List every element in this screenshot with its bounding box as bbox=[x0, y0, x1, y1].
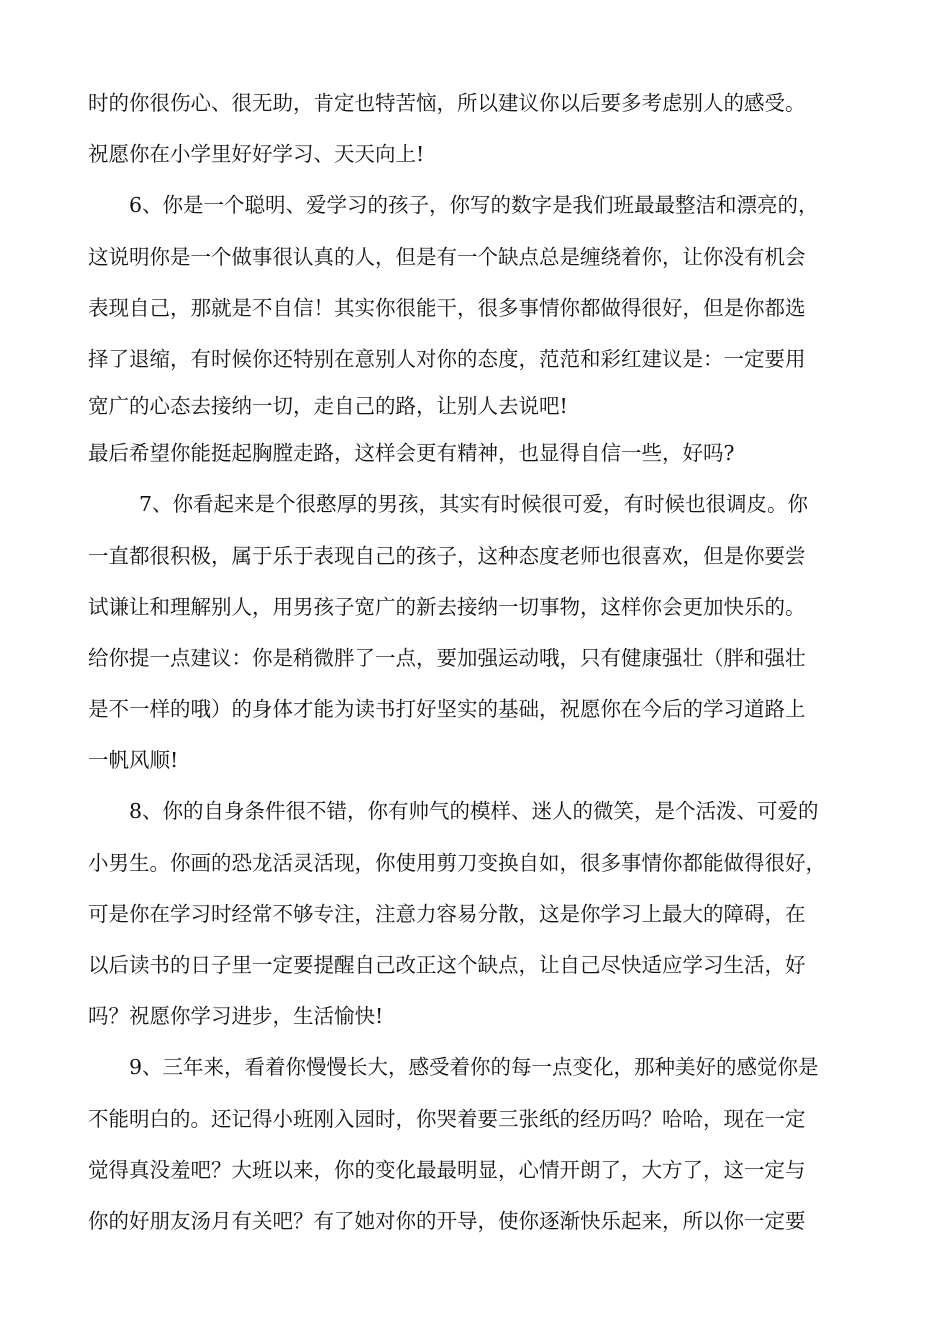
text-line: 吗？祝愿你学习进步，生活愉快! bbox=[88, 1004, 384, 1029]
text-line: 择了退缩，有时候你还特别在意别人对你的态度，范范和彩红建议是：一定要用 bbox=[88, 346, 806, 371]
text-line: 时的你很伤心、很无助，肯定也特苦恼，所以建议你以后要多考虑别人的感受。 bbox=[88, 91, 806, 115]
text-line: 以后读书的日子里一定要提醒自己改正这个缺点，让自己尽快适应学习生活，好 bbox=[88, 953, 806, 977]
text-line: 试谦让和理解别人，用男孩子宽广的新去接纳一切事物，这样你会更加快乐的。 bbox=[88, 594, 806, 619]
text-line: 可是你在学习时经常不够专注，注意力容易分散，这是你学习上最大的障碍，在 bbox=[88, 901, 806, 926]
text-line: 这说明你是一个做事很认真的人，但是有一个缺点总是缠绕着你，让你没有机会 bbox=[88, 244, 806, 269]
text-line: 最后希望你能挺起胸膛走路，这样会更有精神，也显得自信一些，好吗? bbox=[88, 441, 735, 466]
text-line: 一帆风顺! bbox=[88, 748, 179, 773]
text-line: 表现自己，那就是不自信！其实你很能干，很多事情你都做得很好，但是你都选 bbox=[88, 295, 806, 320]
paragraph-9-first-line: 9、三年来，看着你慢慢长大，感受着你的每一点变化，那种美好的感觉你是 bbox=[129, 1055, 819, 1080]
text-line: 小男生。你画的恐龙活灵活现，你使用剪刀变换自如，很多事情你都能做得很好， bbox=[88, 850, 826, 875]
text-line: 觉得真没羞吧？大班以来，你的变化最最明显，心情开朗了，大方了，这一定与 bbox=[88, 1157, 806, 1182]
text-line: 给你提一点建议：你是稍微胖了一点，要加强运动哦，只有健康强壮（胖和强壮 bbox=[88, 645, 806, 670]
paragraph-7-first-line: 7、你看起来是个很憨厚的男孩，其实有时候很可爱，有时候也很调皮。你 bbox=[139, 492, 809, 517]
paragraph-6-first-line: 6、你是一个聪明、爱学习的孩子，你写的数字是我们班最最整洁和漂亮的， bbox=[129, 193, 819, 218]
text-line: 是不一样的哦）的身体才能为读书打好坚实的基础，祝愿你在今后的学习道路上 bbox=[88, 697, 806, 722]
text-line: 不能明白的。还记得小班刚入园时，你哭着要三张纸的经历吗？哈哈，现在一定 bbox=[88, 1106, 806, 1131]
document-page bbox=[88, 78, 878, 1247]
text-line: 一直都很积极，属于乐于表现自己的孩子，这种态度老师也很喜欢，但是你要尝 bbox=[88, 543, 806, 568]
paragraph-8-first-line: 8、你的自身条件很不错，你有帅气的模样、迷人的微笑，是个活泼、可爱的 bbox=[129, 799, 819, 824]
text-line: 宽广的心态去接纳一切，走自己的路，让别人去说吧! bbox=[88, 394, 568, 419]
text-line: 你的好朋友汤月有关吧？有了她对你的开导，使你逐渐快乐起来，所以你一定要 bbox=[88, 1208, 806, 1233]
text-line: 祝愿你在小学里好好学习、天天向上! bbox=[88, 142, 425, 167]
